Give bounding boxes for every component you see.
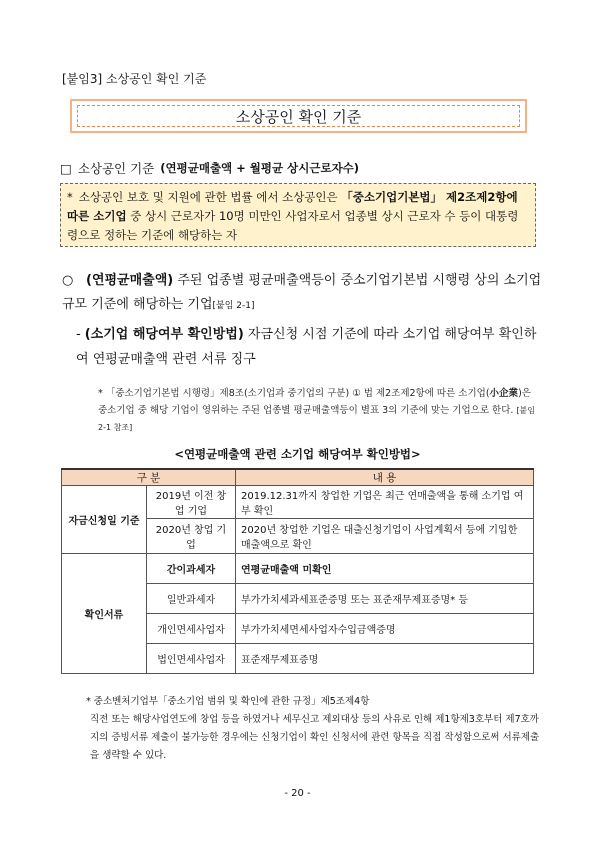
sub-cell: 법인면세사업자 [147, 644, 236, 674]
table-header-row [62, 469, 534, 486]
criteria-table [61, 468, 534, 674]
note-text-2: 중 상시 근로자가 10명 미만인 사업자로서 업종별 상시 근로자 수 등이 대통령령으로 정하는 기준에 해당하는 자 [67, 209, 519, 242]
page-number: - 20 - [284, 788, 311, 799]
title-box [70, 99, 527, 133]
bullet-bold: (연평균매출액) [86, 273, 174, 288]
footnote-1-ref: [붙임 2-1 참조] [98, 406, 536, 432]
section-heading-text: 소상공인 기준 [77, 161, 155, 176]
content-cell: 표준재무제표증명 [236, 644, 534, 674]
dash-bold: (소기업 해당여부 확인방법) [84, 327, 244, 342]
bullet-ref: [붙임 2-1] [212, 301, 255, 311]
group-cell-documents: 확인서류 [62, 554, 147, 674]
note-text-1: 소상공인 보호 및 지원에 관한 법률 에서 소상공인은 [78, 190, 342, 204]
section-heading-bold: (연평균매출액 + 월평균 상시근로자수) [160, 161, 360, 175]
sub-cell: 간이과세자 [147, 554, 236, 584]
content-cell: 부가가치세과세표준증명 또는 표준재무제표증명* 등 [236, 584, 534, 614]
footnote-2-line-1: * 중소벤처기업부「중소기업 범위 및 확인에 관한 규정」제5조제4항 [86, 696, 370, 707]
content-cell: 2020년 창업한 기업은 대출신청기업이 사업계획서 등에 기입한 매출액으로 확인 [236, 519, 534, 554]
table-row [62, 554, 534, 584]
table-caption: <연평균매출액 관련 소기업 해당여부 확인방법> [174, 447, 421, 461]
sub-cell: 2019년 이전 창업 기업 [147, 486, 236, 519]
note-star: * [67, 190, 73, 204]
dash-paragraph [76, 322, 546, 372]
footnote-1-text: * 「중소기업기본법 시행령」제8조(소기업과 중기업의 구분) ① 법 제2조제2항에 따른 소기업( [98, 388, 490, 399]
footnote-2-line-2: 직전 또는 해당사업연도에 창업 등을 하였거나 세무신고 제외대상 등의 사유로 인해 제1항제3호부터 제7호까지의 증빙서류 제출이 불가능한 경우에는 신청기업이 확인 신청서에 관련 항목을 직접 작성함으로써 서류제출을 생략할 수 있다. [90, 714, 540, 761]
footnote-1 [98, 385, 543, 436]
dash-text: 자금신청 시점 기준에 따라 소기업 해당여부 확인하여 연평균매출액 관련 서류 징구 [76, 327, 537, 367]
content-cell: 연평균매출액 미확인 [236, 554, 534, 584]
footnote-1-text-2: )은 중소기업 중 해당 기업이 영위하는 주된 업종별 평균매출액등이 별표 3의 기준에 맞는 기업으로 한다. [98, 388, 531, 416]
footnote-2 [86, 693, 541, 765]
sub-cell: 2020년 창업 기업 [147, 519, 236, 554]
definition-note-box [60, 183, 536, 247]
header-content: 내 용 [236, 469, 534, 486]
dash-symbol: - [76, 327, 81, 342]
bullet-paragraph [62, 269, 542, 318]
section-heading [60, 159, 359, 177]
attachment-label: [붙임3] 소상공인 확인 기준 [62, 72, 207, 86]
sub-cell: 일반과세자 [147, 584, 236, 614]
content-cell: 부가가치세면세사업자수입금액증명 [236, 614, 534, 644]
group-cell-application: 자금신청일 기준 [62, 486, 147, 554]
footnote-1-bold: 小企業 [489, 388, 519, 399]
page-title: 소상공인 확인 기준 [77, 105, 520, 127]
bullet-symbol: ○ [62, 273, 74, 288]
bullet-text: 주된 업종별 평균매출액등이 중소기업기본법 시행령 상의 소기업 규모 기준에 해당하는 기업 [62, 273, 542, 312]
content-cell: 2019.12.31까지 창업한 기업은 최근 연매출액을 통해 소기업 여부 확인 [236, 486, 534, 519]
sub-cell: 개인면세사업자 [147, 614, 236, 644]
checkbox-icon: □ [60, 160, 72, 176]
table-row [62, 486, 534, 519]
header-category: 구 분 [62, 469, 236, 486]
note-bold: 「중소기업기본법」 제2조제2항에 따른 소기업 [67, 190, 518, 223]
